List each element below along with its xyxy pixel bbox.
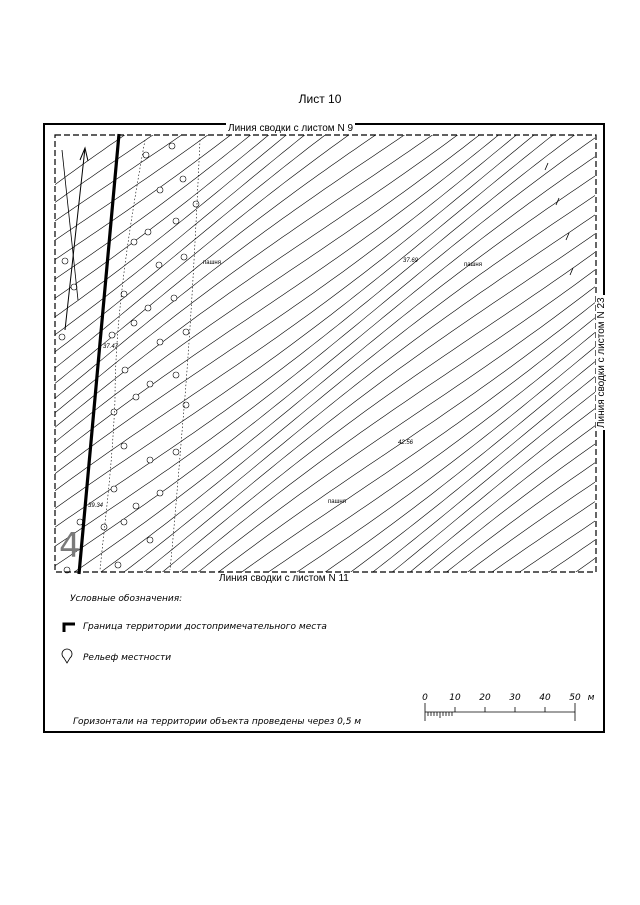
scale-tick-50: 50 [569,693,581,703]
contour-note: Горизонтали на территории объекта проведены через 0,5 м [73,717,362,727]
map-frame [43,123,605,733]
field-label-1: пашня [203,260,221,266]
field-label-3: пашня [328,499,346,505]
scale-unit: м [587,693,595,703]
site-number: 4 [59,526,81,566]
elevation-label-2: 42.56 [398,440,414,446]
bottom-edge-label: Линия сводки с листом N 11 [219,573,349,584]
right-edge-label: Линия сводки с листом N 23 [596,297,607,428]
elevation-label-3: 37.47 [103,344,119,350]
legend-item-boundary: Граница территории достопримечательного места [83,622,327,632]
top-edge-label: Линия сводки с листом N 9 [228,123,354,134]
scale-tick-0: 0 [422,693,428,703]
field-label-2: пашня [464,262,482,268]
scale-tick-10: 10 [449,693,461,703]
scale-tick-30: 30 [509,693,521,703]
scale-tick-20: 20 [479,693,491,703]
legend-title: Условные обозначения: [70,594,183,604]
sheet-title: Лист 10 [298,92,342,106]
elevation-label-1: 37.69 [403,258,419,264]
elevation-label-4: 39.34 [88,503,104,509]
legend-item-relief: Рельеф местности [83,653,172,663]
scale-tick-40: 40 [539,693,551,703]
